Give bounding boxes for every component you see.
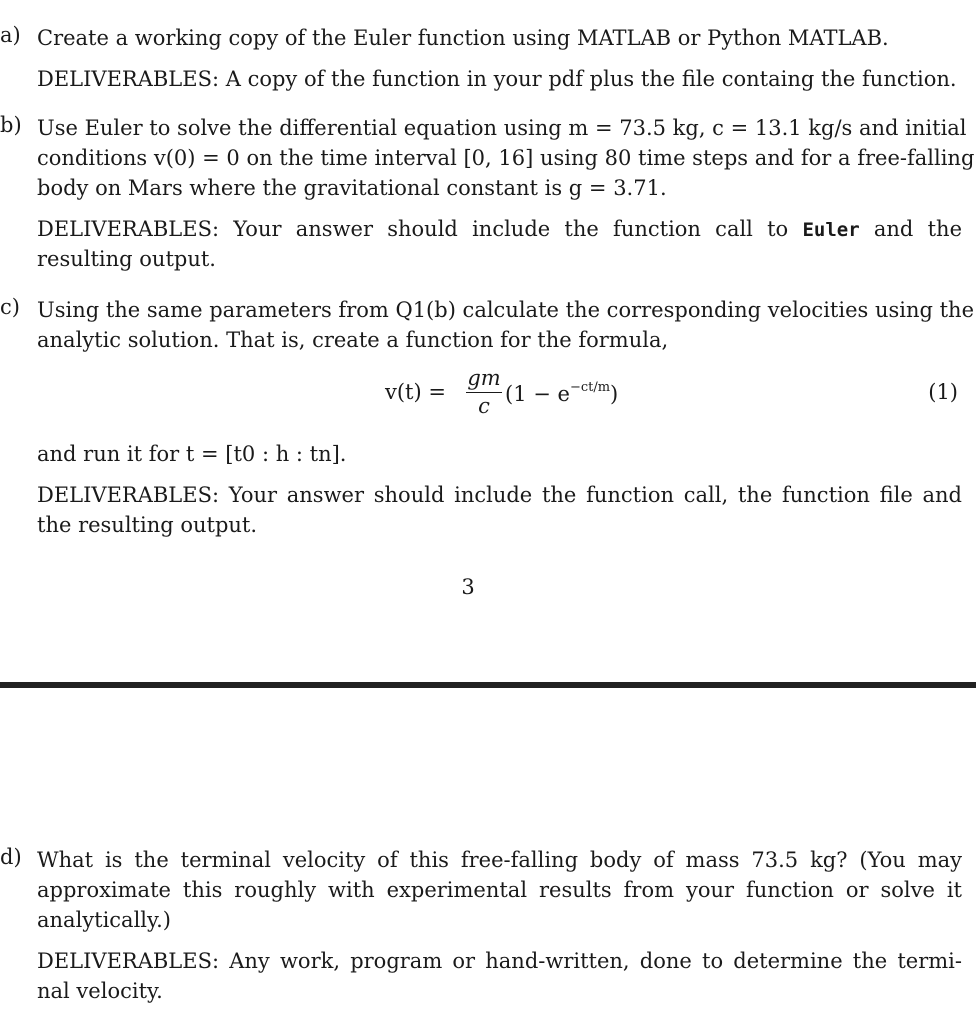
velocity-equation — [0, 366, 970, 426]
part-c-text-line-2: analytic solution. That is, create a function for the formula, — [37, 328, 669, 352]
equation-fraction — [464, 366, 504, 417]
question-part-c — [0, 295, 975, 355]
part-b-deliverables-line-1 — [37, 214, 962, 244]
part-c-text-line-1: Using the same parameters from Q1(b) calculate the corresponding velocities using the — [37, 298, 975, 322]
part-d-deliverables-line-1: DELIVERABLES: Any work, program or hand-written, done to determine the termi- — [37, 949, 962, 973]
part-d-deliverables-line-2: nal velocity. — [37, 979, 163, 1003]
part-b-deliverables-line-2: resulting output. — [37, 247, 216, 271]
equation-denominator: c — [478, 394, 490, 418]
equation-exponent: −ct/m — [569, 380, 611, 395]
question-part-d — [0, 845, 970, 1006]
euler-function-name: Euler — [802, 219, 860, 241]
part-d-text-line-3: analytically.) — [37, 908, 171, 932]
part-b-text-line-1: Use Euler to solve the differential equation using m = 73.5 kg, c = 13.1 kg/s and initial — [37, 116, 967, 140]
page-divider — [0, 682, 976, 688]
part-d-label: d) — [0, 845, 22, 869]
fraction-bar — [466, 392, 502, 393]
question-part-a — [0, 23, 970, 94]
part-a-label: a) — [0, 23, 21, 47]
part-a-text: Create a working copy of the Euler function using MATLAB or Python MATLAB. — [37, 26, 889, 50]
part-d-text-line-1: What is the terminal velocity of this free-falling body of mass 73.5 kg? (You may — [37, 848, 962, 872]
part-c-label: c) — [0, 295, 20, 319]
part-c-deliverables-line-1: DELIVERABLES: Your answer should include the function call, the function file and — [37, 483, 962, 507]
equation-rhs-open: (1 − e — [505, 382, 570, 406]
equation-rhs — [505, 380, 618, 406]
part-a-deliverables: DELIVERABLES: A copy of the function in your pdf plus the file containg the function. — [37, 67, 957, 91]
part-c-run-text: and run it for t = [t0 : h : tn]. — [37, 442, 347, 466]
part-b-text-line-3: body on Mars where the gravitational constant is g = 3.71. — [37, 176, 667, 200]
part-c-deliverables-line-2: the resulting output. — [37, 513, 258, 537]
question-part-b — [0, 113, 975, 274]
part-b-text-line-2: conditions v(0) = 0 on the time interval [0, 16] using 80 time steps and for a free-falling — [37, 146, 975, 170]
part-b-label: b) — [0, 113, 22, 137]
part-b-deliverables-pre: DELIVERABLES: Your answer should include the function call to — [37, 217, 789, 241]
equation-number: (1) — [928, 380, 958, 404]
equation-rhs-close: ) — [610, 382, 619, 406]
part-b-deliverables-post: and the — [873, 217, 962, 241]
page-number: 3 — [461, 575, 475, 599]
equation-numerator: gm — [467, 366, 501, 390]
part-d-text-line-2: approximate this roughly with experimental results from your function or solve it — [37, 878, 962, 902]
equation-lhs: v(t) = — [385, 380, 446, 404]
question-part-c-continued — [0, 439, 970, 540]
